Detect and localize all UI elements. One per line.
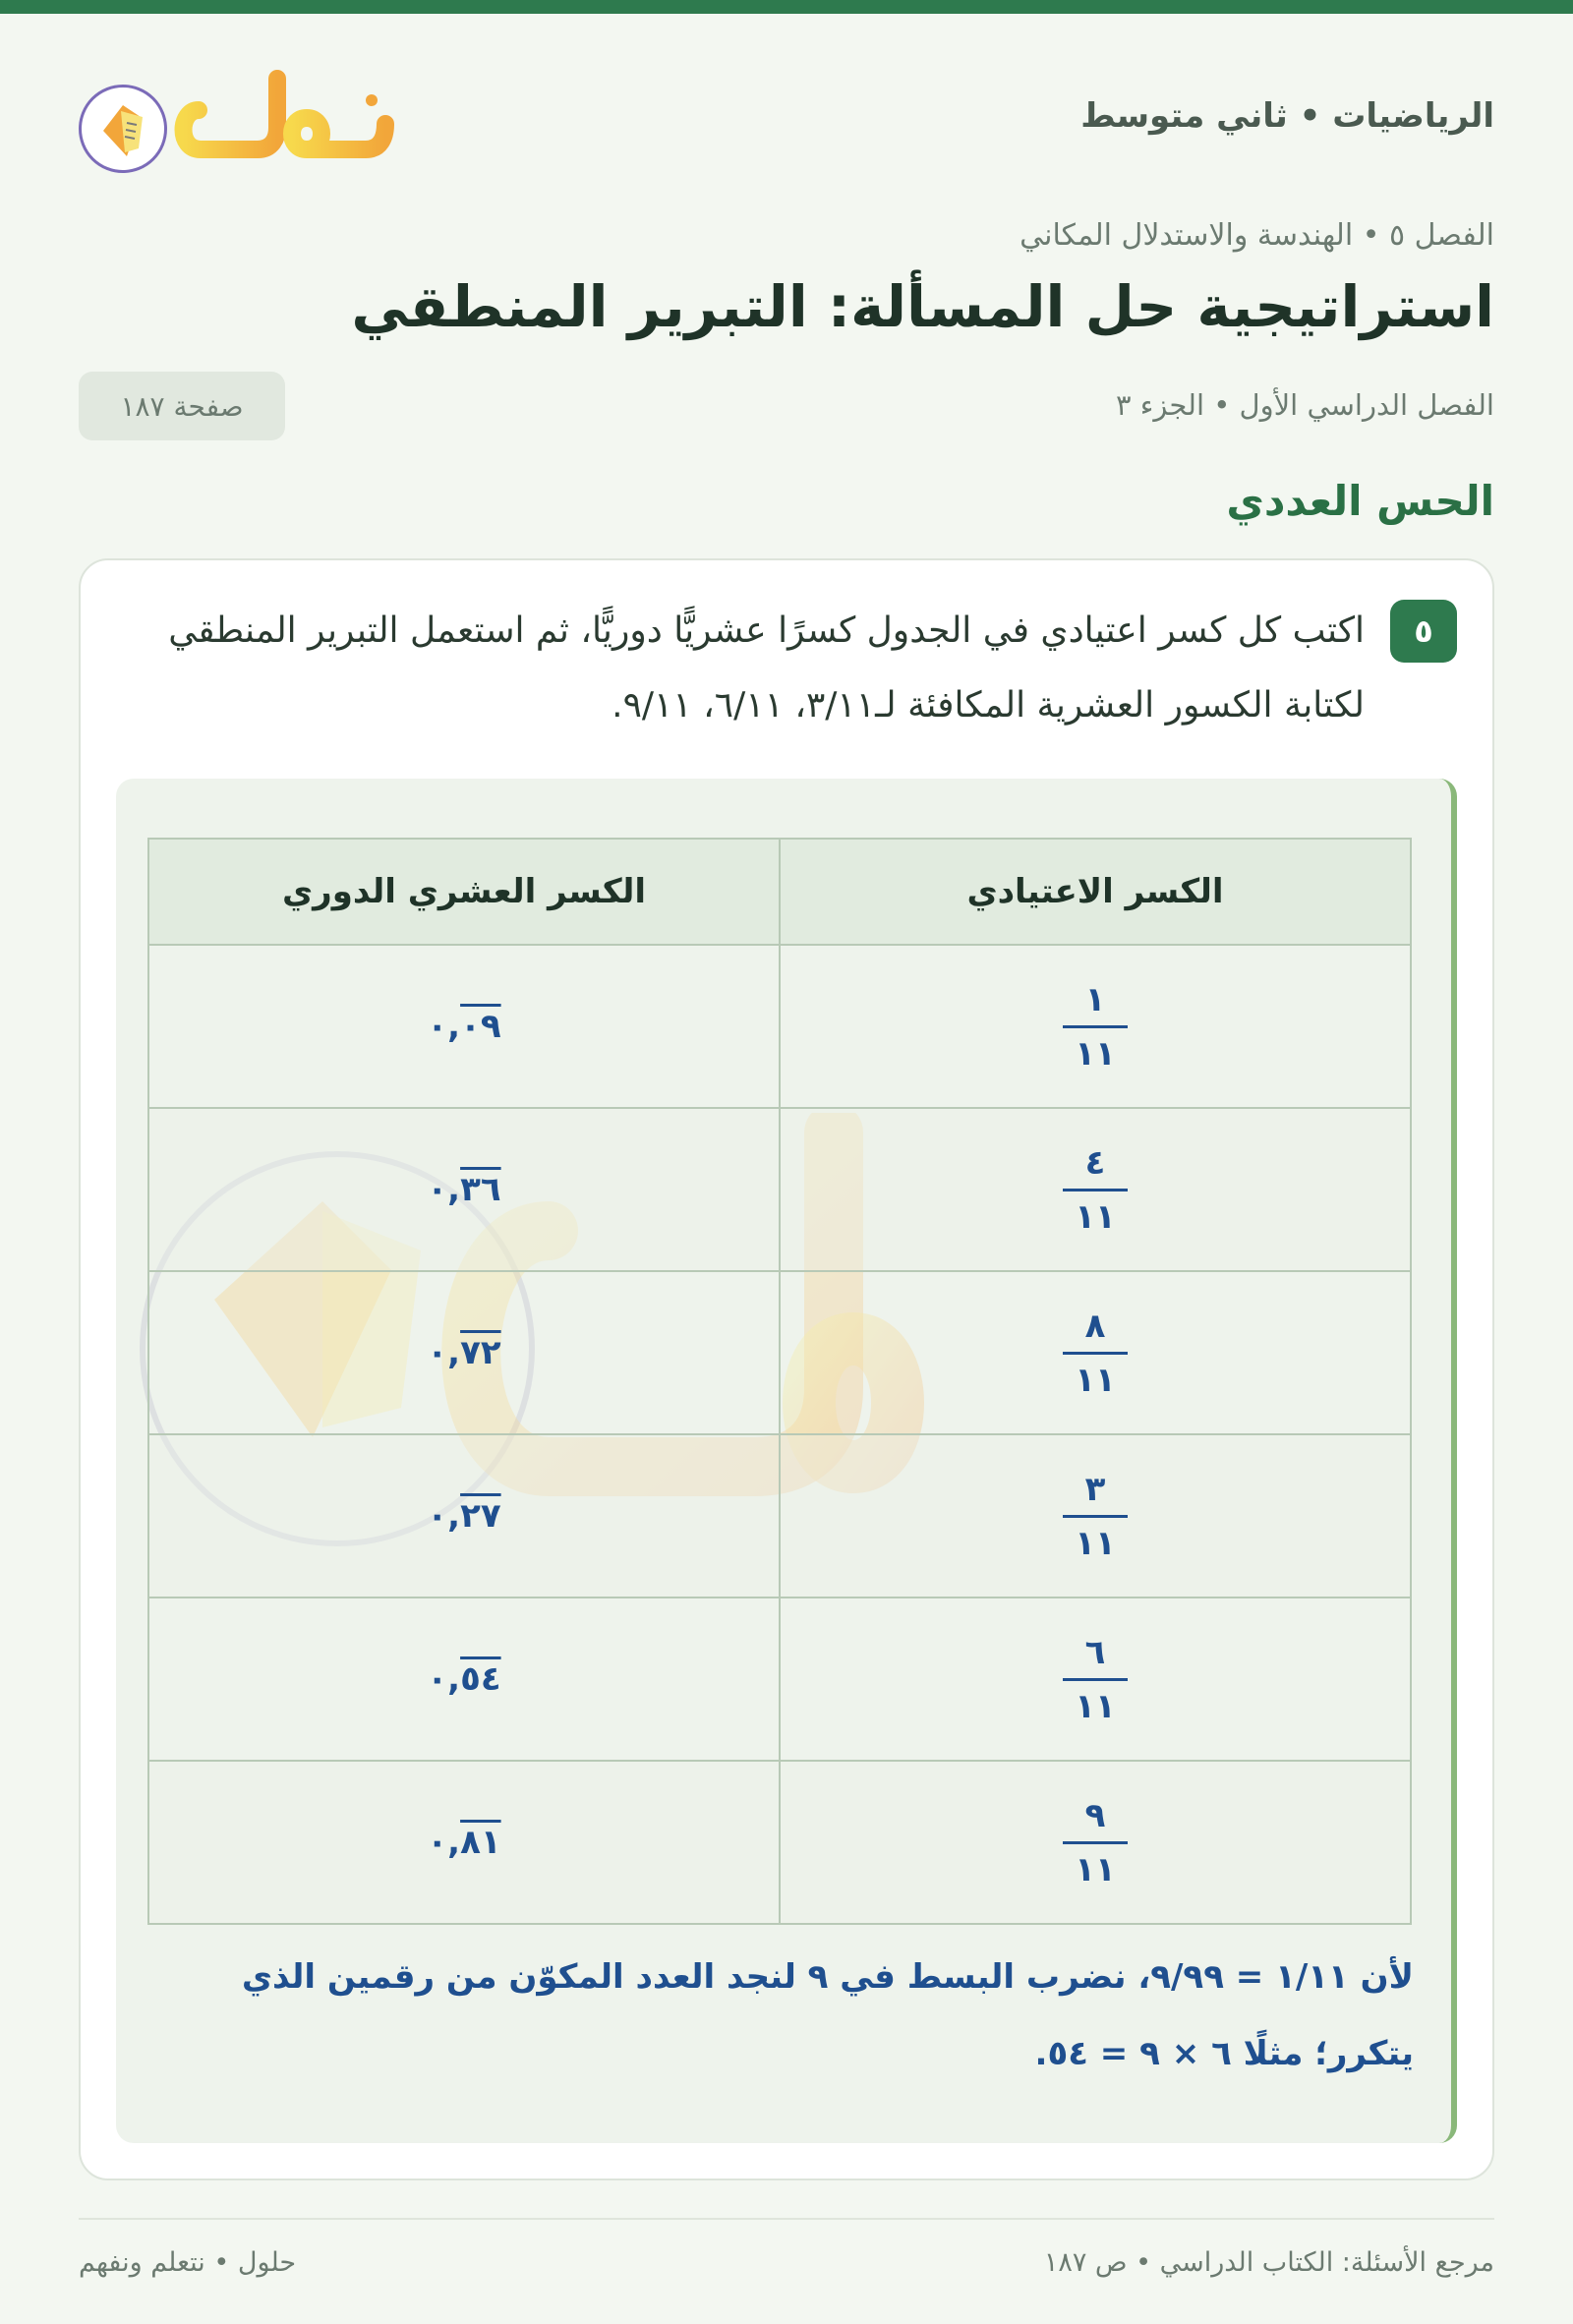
semester-label: الفصل الدراسي الأول • الجزء ٣ (1115, 388, 1494, 422)
fraction-cell (780, 945, 1411, 1108)
logo-book-icon (79, 85, 167, 173)
table-header-row (148, 839, 1411, 945)
lesson-title: استراتيجية حل المسألة: التبرير المنطقي (351, 273, 1494, 340)
question-text: اكتب كل كسر اعتيادي في الجدول كسرًا عشريًّا دوريًّا، ثم استعمل التبرير المنطقي لكتابة الكسور العشرية المكافئة لـ٣/١١، ٦/١١، ٩/١١. (168, 610, 1365, 726)
numerator: ٨ (1063, 1307, 1128, 1355)
page-header (79, 59, 1494, 177)
fraction-cell (780, 1271, 1411, 1434)
hulul-logo[interactable] (79, 59, 364, 177)
repeating-digits: ٣٦ (460, 1170, 501, 1209)
decimal-cell (148, 945, 780, 1108)
logo-wordmark (169, 59, 435, 177)
fractions-table (147, 838, 1412, 1925)
denominator: ١١ (1075, 1196, 1116, 1237)
repeating-decimal (427, 1170, 500, 1209)
table-row (148, 1434, 1411, 1598)
section-title: الحس العددي (1226, 477, 1494, 525)
decimal-prefix: ٠, (427, 1823, 461, 1862)
decimal-prefix: ٠, (427, 1007, 461, 1046)
fraction-cell (780, 1108, 1411, 1271)
fraction (1063, 1307, 1128, 1400)
header-repeating-decimal: الكسر العشري الدوري (148, 839, 780, 945)
denominator: ١١ (1075, 1686, 1116, 1726)
fraction-cell (780, 1598, 1411, 1761)
decimal-cell (148, 1434, 780, 1598)
decimal-prefix: ٠, (427, 1333, 461, 1372)
decimal-cell (148, 1761, 780, 1924)
denominator: ١١ (1075, 1360, 1116, 1400)
repeating-digits: ٨١ (460, 1823, 501, 1862)
repeating-decimal (427, 1659, 500, 1699)
chapter-label: الفصل ٥ • الهندسة والاستدلال المكاني (1020, 218, 1494, 253)
decimal-prefix: ٠, (427, 1496, 461, 1536)
numerator: ٤ (1063, 1143, 1128, 1191)
denominator: ١١ (1075, 1849, 1116, 1889)
header-common-fraction: الكسر الاعتيادي (780, 839, 1411, 945)
question-number-badge: ٥ (1390, 600, 1457, 663)
solution-explanation: لأن ١/١١ = ٩/٩٩، نضرب البسط في ٩ لنجد العدد المكوّن من رقمين الذي يتكرر؛ مثلًا ٦ × ٩ = ٥٤. (241, 1957, 1414, 2073)
table-row (148, 1761, 1411, 1924)
fraction (1063, 1470, 1128, 1563)
repeating-decimal (427, 1333, 500, 1372)
numerator: ٩ (1063, 1796, 1128, 1844)
fraction (1063, 1633, 1128, 1726)
question-card (79, 558, 1494, 2180)
table-row (148, 1108, 1411, 1271)
decimal-cell (148, 1598, 780, 1761)
answer-box (116, 779, 1457, 2143)
top-accent-bar (0, 0, 1573, 14)
repeating-digits: ٠٩ (460, 1007, 501, 1046)
numerator: ٦ (1063, 1633, 1128, 1681)
repeating-digits: ٧٢ (460, 1333, 501, 1372)
repeating-decimal (427, 1496, 500, 1536)
footer-divider (79, 2218, 1494, 2220)
table-row (148, 1271, 1411, 1434)
subject-label: الرياضيات • ثاني متوسط (1080, 96, 1494, 136)
fraction (1063, 980, 1128, 1074)
repeating-digits: ٢٧ (460, 1496, 501, 1536)
fraction-cell (780, 1761, 1411, 1924)
repeating-decimal (427, 1007, 500, 1046)
decimal-cell (148, 1108, 780, 1271)
table-row (148, 945, 1411, 1108)
decimal-prefix: ٠, (427, 1170, 461, 1209)
numerator: ١ (1063, 980, 1128, 1028)
repeating-decimal (427, 1823, 500, 1862)
footer-tagline: حلول • نتعلم ونفهم (79, 2247, 297, 2278)
footer-reference: مرجع الأسئلة: الكتاب الدراسي • ص ١٨٧ (1043, 2247, 1494, 2278)
fraction (1063, 1143, 1128, 1237)
denominator: ١١ (1075, 1033, 1116, 1074)
decimal-cell (148, 1271, 780, 1434)
denominator: ١١ (1075, 1523, 1116, 1563)
repeating-digits: ٥٤ (460, 1659, 501, 1699)
page-number-badge: صفحة ١٨٧ (79, 372, 285, 440)
numerator: ٣ (1063, 1470, 1128, 1518)
fraction-cell (780, 1434, 1411, 1598)
decimal-prefix: ٠, (427, 1659, 461, 1699)
table-row (148, 1598, 1411, 1761)
fraction (1063, 1796, 1128, 1889)
